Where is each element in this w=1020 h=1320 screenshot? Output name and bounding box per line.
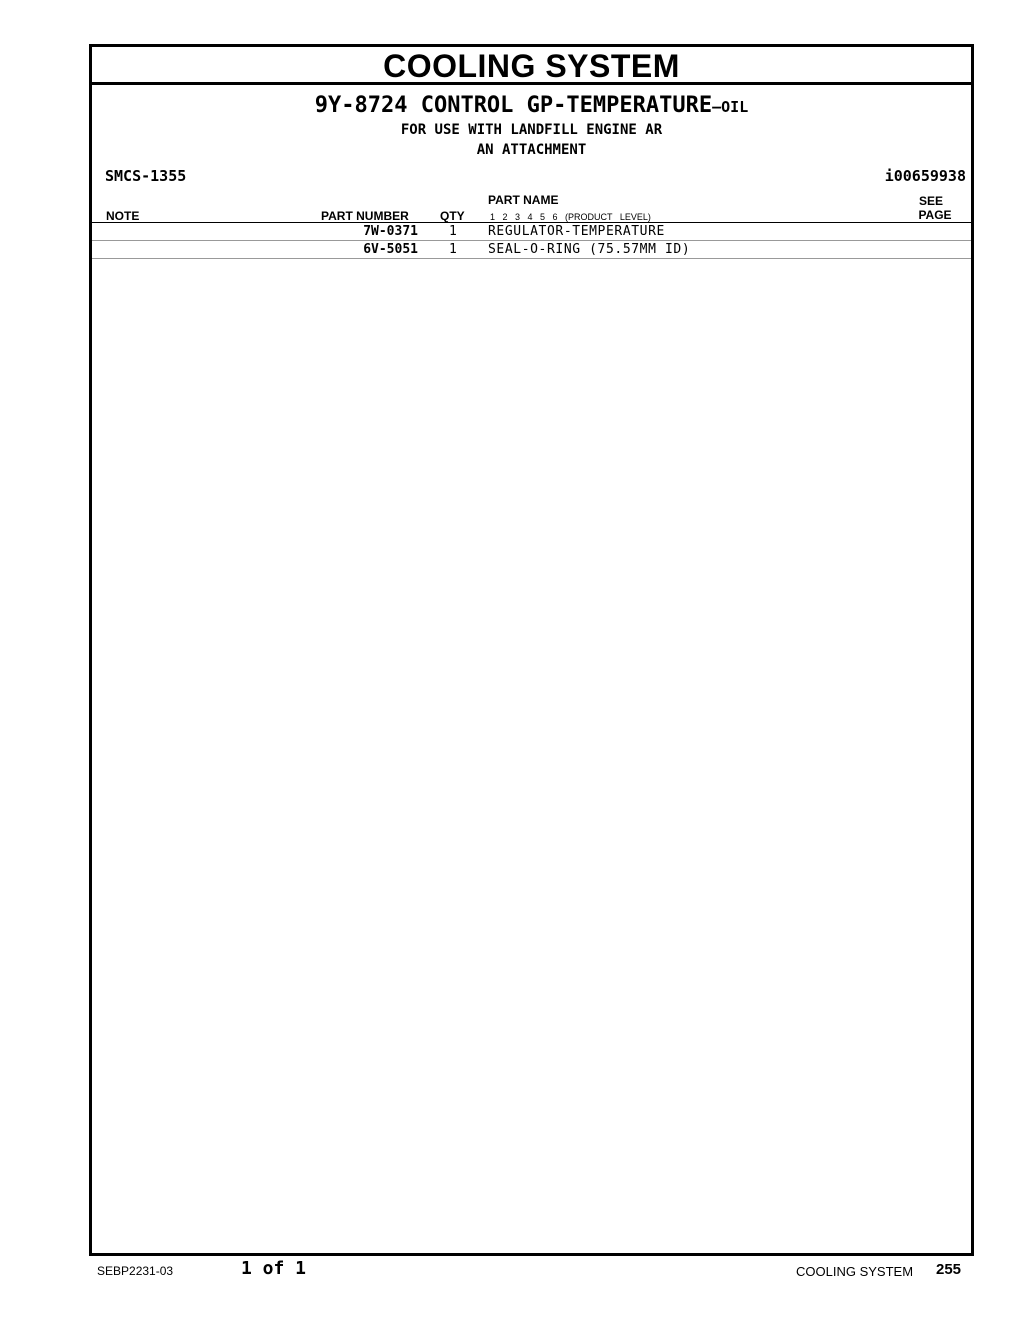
footer-document-id: SEBP2231-03 [97, 1264, 174, 1278]
group-usage-line-1: FOR USE WITH LANDFILL ENGINE AR [400, 122, 663, 138]
part-qty: 1 [449, 224, 457, 239]
group-title-text: 9Y-8724 CONTROL GP-TEMPERATURE [314, 93, 713, 118]
header-note: NOTE [106, 209, 140, 223]
header-qty: QTY [440, 209, 465, 223]
footer-page-number: 255 [936, 1261, 962, 1278]
page-frame [89, 44, 974, 1256]
part-name: SEAL-O-RING (75.57MM ID) [488, 242, 691, 257]
header-page: PAGE [918, 208, 952, 222]
section-title: COOLING SYSTEM [92, 47, 971, 85]
footer-section-name: COOLING SYSTEM [796, 1264, 914, 1279]
illustration-id: i00659938 [884, 167, 966, 185]
group-title [92, 92, 971, 121]
header-product-levels: 1 2 3 4 5 6 (PRODUCT LEVEL) [490, 212, 651, 222]
table-row [92, 241, 971, 259]
part-number: 7W-0371 [363, 224, 418, 239]
part-qty: 1 [449, 242, 457, 257]
row-divider [92, 258, 971, 259]
group-usage-line-2: AN ATTACHMENT [476, 142, 587, 158]
header-see: SEE [918, 194, 943, 208]
part-name: REGULATOR-TEMPERATURE [488, 224, 665, 239]
header-part-number: PART NUMBER [321, 209, 409, 223]
table-row [92, 223, 971, 241]
group-title-suffix: —OIL [712, 98, 749, 116]
part-number: 6V-5051 [363, 242, 418, 257]
header-part-name: PART NAME [488, 193, 559, 207]
footer-page-count: 1 of 1 [241, 1258, 307, 1279]
smcs-code: SMCS-1355 [105, 167, 187, 185]
